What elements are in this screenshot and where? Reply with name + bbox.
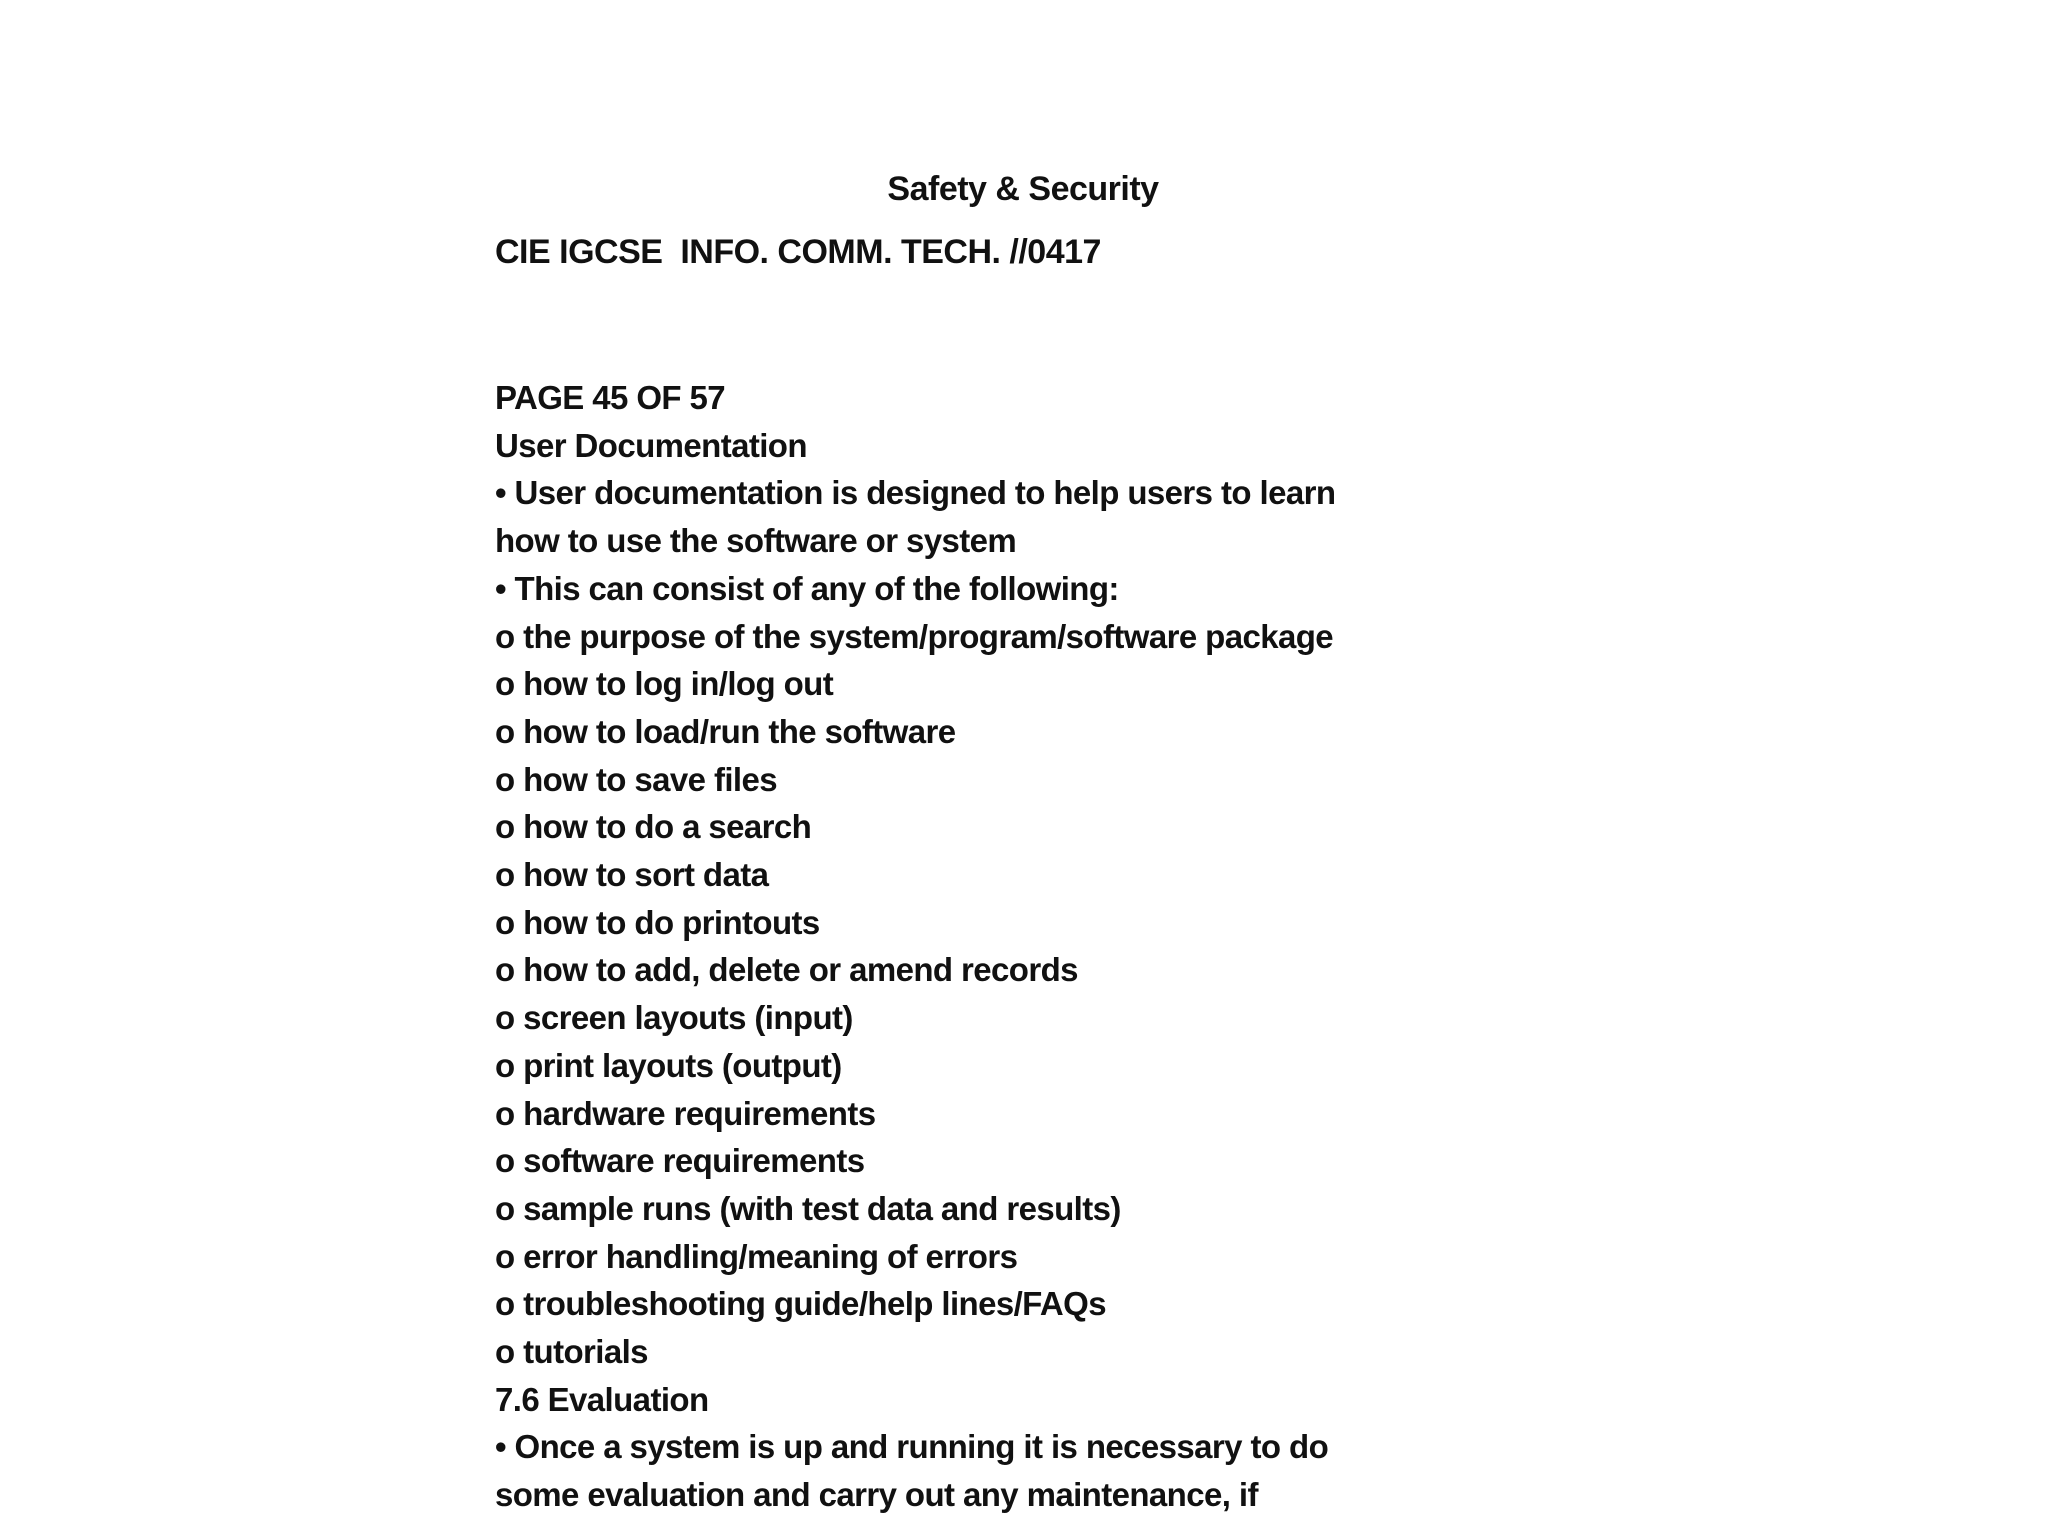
text-line: o sample runs (with test data and results)	[495, 1189, 1121, 1227]
document-body	[495, 374, 1335, 1519]
text-line: User Documentation	[495, 426, 807, 464]
text-line: o hardware requirements	[495, 1094, 876, 1132]
text-line: some evaluation and carry out any maintenance, if	[495, 1476, 1258, 1514]
text-line: • Once a system is up and running it is necessary to do	[495, 1428, 1329, 1466]
text-line: o the purpose of the system/program/software package	[495, 617, 1334, 655]
document-title: Safety & Security	[887, 170, 1159, 208]
text-line: o how to save files	[495, 760, 778, 798]
text-line: o how to log in/log out	[495, 665, 834, 703]
text-line: o how to load/run the software	[495, 712, 956, 750]
text-line: o how to do a search	[495, 808, 812, 846]
text-line: o how to add, delete or amend records	[495, 951, 1078, 989]
text-line: o troubleshooting guide/help lines/FAQs	[495, 1285, 1106, 1323]
text-line: how to use the software or system	[495, 522, 1017, 560]
text-line: o how to sort data	[495, 856, 769, 894]
text-line: o how to do printouts	[495, 903, 820, 941]
course-header: CIE IGCSE INFO. COMM. TECH. //0417	[495, 233, 1101, 271]
text-line: • This can consist of any of the following:	[495, 569, 1119, 607]
text-line: • User documentation is designed to help users to learn	[495, 474, 1336, 512]
text-line: PAGE 45 OF 57	[495, 379, 726, 416]
text-line: o tutorials	[495, 1333, 648, 1371]
text-line: o software requirements	[495, 1142, 865, 1180]
text-line: o screen layouts (input)	[495, 999, 853, 1037]
text-line: 7.6 Evaluation	[495, 1380, 709, 1418]
text-line: o error handling/meaning of errors	[495, 1237, 1018, 1275]
text-line: o print layouts (output)	[495, 1046, 842, 1084]
